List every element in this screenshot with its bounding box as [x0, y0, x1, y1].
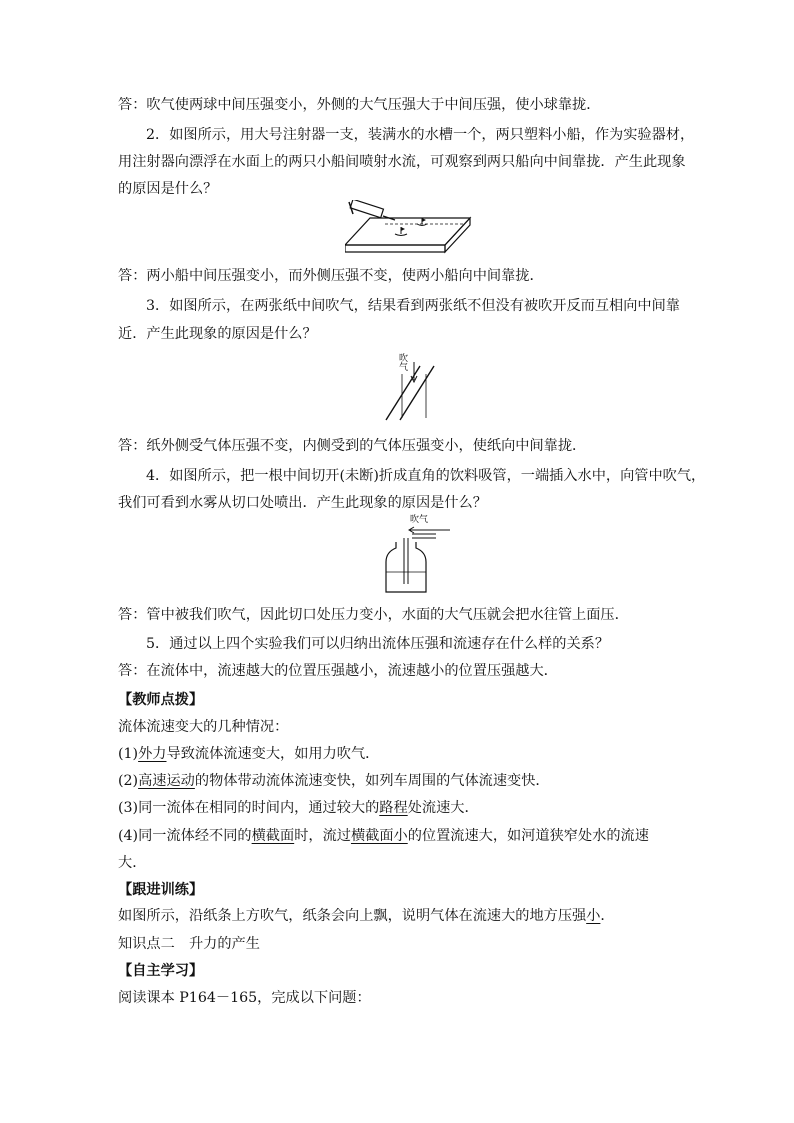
question-3-line-2: 近．产生此现象的原因是什么？ — [118, 326, 317, 342]
case-3 — [118, 798, 683, 818]
case-1-answer: 外力 — [138, 746, 167, 762]
straw-bottle-figure — [380, 512, 460, 596]
reading-instruction: 阅读课本 P164－165，完成以下问题： — [118, 990, 371, 1006]
case-4-line-1 — [118, 826, 683, 846]
follow-up-suffix: ． — [600, 908, 615, 924]
follow-up-prefix: 如图所示，沿纸条上方吹气，纸条会向上飘，说明气体在流速大的地方压强 — [118, 908, 587, 924]
answer-1: 答：吹气使两球中间压强变小，外侧的大气压强大于中间压强，使小球靠拢． — [118, 97, 601, 113]
cases-intro: 流体流速变大的几种情况： — [118, 719, 289, 735]
follow-up-exercise — [118, 906, 683, 926]
question-2-line-3: 的原因是什么？ — [118, 181, 218, 197]
question-4-line-2: 我们可看到水雾从切口处喷出．产生此现象的原因是什么？ — [118, 495, 487, 511]
blow-label-3: 吹气 — [397, 353, 407, 371]
answer-5: 答：在流体中，流速越大的位置压强越小，流速越小的位置压强越大． — [118, 663, 558, 679]
teacher-tip-heading: 【教师点拨】 — [118, 692, 204, 708]
case-4-answer-2: 横截面小 — [350, 828, 408, 844]
case-4-line-2: 大． — [118, 855, 147, 871]
question-4-line-1: 4．如图所示，把一根中间切开(未断)折成直角的饮料吸管，一端插入水中，向管中吹气， — [146, 468, 706, 484]
case-4-suffix: 的位置流速大，如河道狭窄处水的流速 — [407, 828, 649, 844]
case-4-prefix: (4)同一流体经不同的 — [118, 828, 252, 844]
question-2-line-1: 2．如图所示，用大号注射器一支，装满水的水槽一个，两只塑料小船，作为实验器材， — [146, 127, 695, 143]
case-2-suffix: 的物体带动流体流速变快，如列车周围的气体流速变快． — [194, 773, 550, 789]
case-2-answer: 高速运动 — [138, 773, 195, 789]
case-1 — [118, 744, 683, 764]
question-5: 5．通过以上四个实验我们可以归纳出流体压强和流速存在什么样的关系？ — [146, 636, 610, 652]
case-2 — [118, 771, 683, 791]
answer-4: 答：管中被我们吹气，因此切口处压力变小，水面的大气压就会把水往管上面压． — [118, 607, 629, 623]
case-3-suffix: 处流速大． — [407, 800, 479, 816]
question-3-line-1: 3．如图所示，在两张纸中间吹气，结果看到两张纸不但没有被吹开反而互相向中间靠 — [146, 298, 680, 314]
answer-3: 答：纸外侧受气体压强不变，内侧受到的气体压强变小，使纸向中间靠拢． — [118, 438, 587, 454]
question-2-line-2: 用注射器向漂浮在水面上的两只小船间喷射水流，可观察到两只船向中间靠拢．产生此现象 — [118, 154, 686, 170]
self-study-heading: 【自主学习】 — [118, 963, 204, 979]
follow-up-answer: 小 — [586, 908, 601, 924]
case-1-prefix: (1) — [118, 746, 139, 762]
blow-label-4: 吹气 — [410, 515, 429, 525]
case-2-prefix: (2) — [118, 773, 139, 789]
case-4-answer-1: 横截面 — [251, 828, 295, 844]
knowledge-point-2-heading: 知识点二 升力的产生 — [118, 936, 260, 952]
case-1-suffix: 导致流体流速变大，如用力吹气． — [166, 746, 380, 762]
syringe-water-tank-figure — [345, 200, 475, 260]
two-paper-sheets-figure — [382, 344, 442, 424]
case-3-answer: 路程 — [379, 800, 408, 816]
answer-2: 答：两小船中间压强变小，而外侧压强不变，使两小船向中间靠拢． — [118, 268, 544, 284]
follow-up-heading: 【跟进训练】 — [118, 882, 204, 898]
case-4-middle: 时，流过 — [294, 828, 351, 844]
case-3-prefix: (3)同一流体在相同的时间内，通过较大的 — [118, 800, 380, 816]
